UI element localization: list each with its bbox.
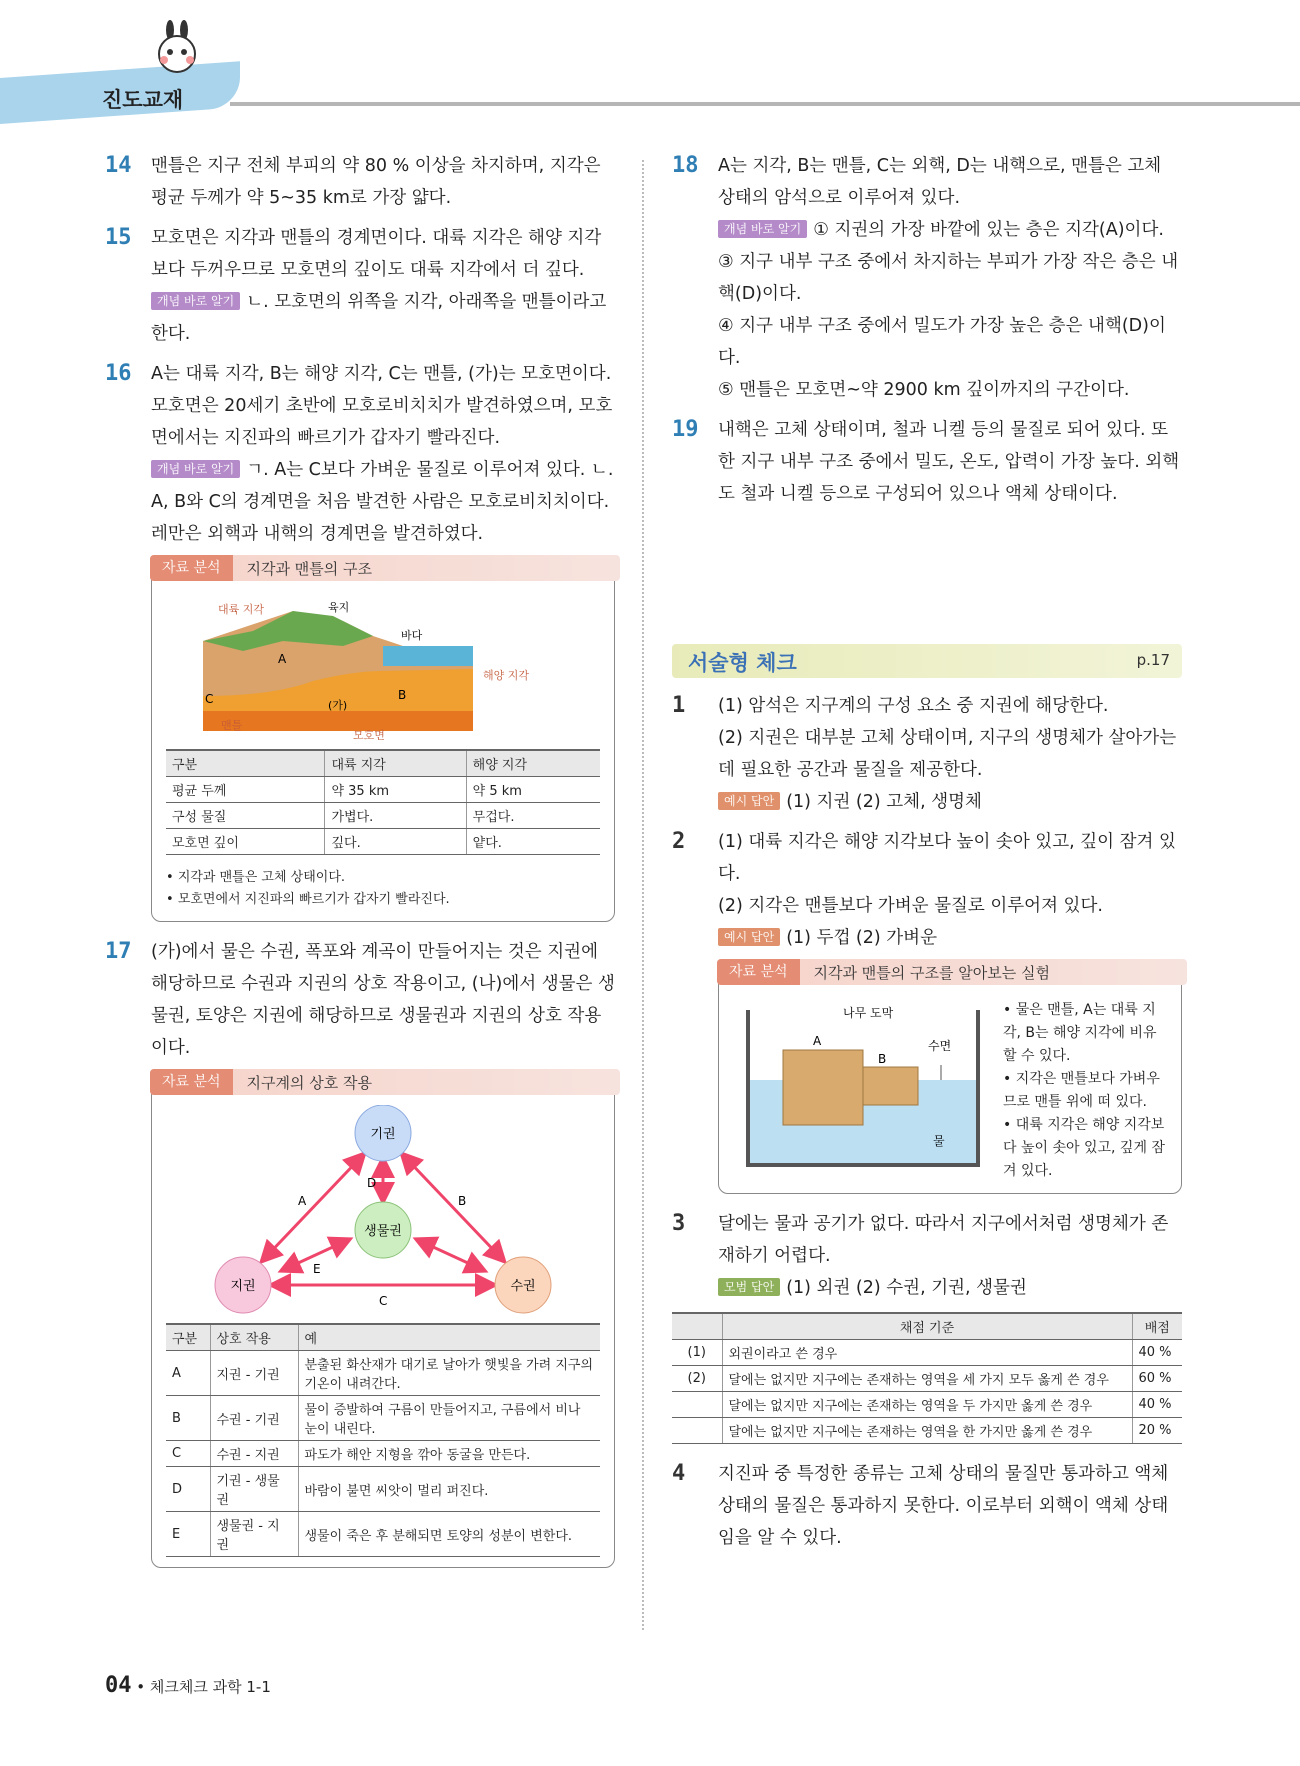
label-wood: 나무 도막 [843, 1006, 894, 1020]
concept-tag: 개념 바로 알기 [718, 220, 807, 238]
label-sea: 바다 [401, 629, 423, 642]
label-oceanic: 해양 지각 [483, 669, 530, 682]
table-header-row: 구분 상호 작용 예 [166, 1324, 600, 1351]
bullet-item: • 대륙 지각은 해양 지각보다 높이 솟아 있고, 깊게 잠겨 있다. [1003, 1114, 1167, 1183]
concept-tag: 개념 바로 알기 [151, 460, 240, 478]
book-title: 체크체크 과학 1-1 [149, 1678, 271, 1696]
arrow-label-e: E [313, 1262, 321, 1276]
answer-15: 15 모호면은 지각과 맨틀의 경계면이다. 대륙 지각은 해양 지각보다 두꺼우므로 모호면의 깊이도 대륙 지각에서 더 깊다. 개념 바로 알기 ㄴ. 모호면의 위쪽을 지각, 아래쪽을 맨틀이라고 한다. [105, 225, 607, 344]
sample-answer-tag: 예시 답안 [718, 792, 780, 810]
interaction-table [166, 1323, 600, 1557]
answer-text: 모호면은 지각과 맨틀의 경계면이다. 대륙 지각은 해양 지각보다 두꺼우므로 모호면의 깊이도 대륙 지각에서 더 깊다. [151, 228, 602, 280]
label-b: B [398, 688, 407, 702]
answer-text: (가)에서 물은 수권, 폭포와 계곡이 만들어지는 것은 지권에 해당하므로 수권과 지권의 상호 작용이고, (나)에서 생물은 생물권, 토양은 지권에 해당하므로 생물권과 지권의 상호 작용이다. [151, 942, 615, 1058]
label-surface: 수면 [928, 1039, 952, 1053]
label-mantle: 맨틀 [221, 719, 243, 732]
essay-2: 2 (1) 대륙 지각은 해양 지각보다 높이 솟아 있고, 깊이 잠겨 있다. (2) 지각은 맨틀보다 가벼운 물질로 이루어져 있다. 예시 답안 (1) 두껍 (2) 가벼운 [672, 829, 1176, 948]
answer-17: 17 (가)에서 물은 수권, 폭포와 계곡이 만들어지는 것은 지권에 해당하므로 수권과 지권의 상호 작용이고, (나)에서 생물은 생물권, 토양은 지권에 해당하므로 생물권과 지권의 상호 작용이다. [105, 939, 615, 1058]
arrow-label-d: D [367, 1176, 377, 1190]
bullet-item: • 지각은 맨틀보다 가벼우므로 맨틀 위에 떠 있다. [1003, 1068, 1167, 1114]
bullet-item: • 모호면에서 지진파의 빠르기가 갑자기 빨라진다. [166, 889, 600, 911]
section-page: p.17 [1136, 651, 1170, 669]
label-land: 육지 [328, 601, 350, 614]
table-row: (2) 달에는 없지만 지구에는 존재하는 영역을 세 가지 모두 옳게 쓴 경우 60 % [672, 1366, 1182, 1392]
answer-text: A는 지각, B는 맨틀, C는 외핵, D는 내핵으로, 맨틀은 고체 상태의 암석으로 이루어져 있다. [718, 156, 1162, 208]
model-answer: (1) 외권 (2) 수권, 기권, 생물권 [786, 1278, 1027, 1298]
section-title: 서술형 체크 [688, 651, 797, 675]
table-row: 평균 두께 약 35 km 약 5 km [166, 777, 600, 803]
concept-text: ㄴ. 모호면의 위쪽을 지각, 아래쪽을 맨틀이라고 한다. [151, 292, 607, 344]
concept-text: ㄱ. A는 C보다 가벼운 물질로 이루어져 있다. ㄴ. A, B와 C의 경계면을 처음 발견한 사람은 모호로비치치이다. 레만은 외핵과 내핵의 경계면을 발견하였다. [151, 460, 614, 544]
section-header-essay [672, 644, 1182, 678]
essay-4: 4 지진파 중 특정한 종류는 고체 상태의 물질만 통과하고 액체 상태의 물질은 통과하지 못한다. 이로부터 외핵이 액체 상태임을 알 수 있다. [672, 1461, 1169, 1548]
label-a: A [278, 652, 287, 666]
model-answer-tag: 모범 답안 [718, 1278, 780, 1296]
analysis-box-crust-mantle [151, 559, 615, 922]
table-row: C 수권 - 지권 파도가 해안 지형을 깎아 동굴을 만든다. [166, 1441, 600, 1467]
answer-text: A는 대륙 지각, B는 해양 지각, C는 맨틀, (가)는 모호면이다. 모호면은 20세기 초반에 모호로비치치가 발견하였으며, 모호면에서는 지진파의 빠르기가 갑자기 빨라진다. [151, 364, 613, 448]
arrow-label-c: C [379, 1294, 388, 1308]
table-row: D 기권 - 생물권 바람이 불면 씨앗이 멀리 퍼진다. [166, 1467, 600, 1512]
table-header-row: 구분 대륙 지각 해양 지각 [166, 750, 600, 777]
node-geo: 지권 [230, 1279, 256, 1294]
node-bio: 생물권 [364, 1224, 402, 1239]
crust-mantle-diagram [166, 591, 600, 741]
concept-tag: 개념 바로 알기 [151, 292, 240, 310]
analysis-box-header: 자료 분석 지각과 맨틀의 구조 [150, 555, 620, 581]
experiment-bullets [1003, 999, 1167, 1183]
concept-line: ③ 지구 내부 구조 중에서 차지하는 부피가 가장 작은 층은 내핵(D)이다. [718, 252, 1179, 304]
label-water: 물 [933, 1134, 945, 1148]
table-row: A 지권 - 기권 분출된 화산재가 대기로 날아가 햇빛을 가려 지구의 기온이 내려간다. [166, 1351, 600, 1396]
earth-system-diagram [166, 1105, 600, 1315]
concept-line: ④ 지구 내부 구조 중에서 밀도가 가장 높은 층은 내핵(D)이다. [718, 316, 1166, 368]
rabbit-mascot-icon [150, 20, 206, 76]
table-header-row: 채점 기준 배점 [672, 1313, 1182, 1340]
page-footer [105, 1673, 271, 1698]
table-row: 달에는 없지만 지구에는 존재하는 영역을 한 가지만 옳게 쓴 경우 20 % [672, 1418, 1182, 1444]
answer-14: 14 맨틀은 지구 전체 부피의 약 80 % 이상을 차지하며, 지각은 평균 두께가 약 5~35 km로 가장 얇다. [105, 153, 601, 208]
node-air: 기권 [370, 1127, 396, 1142]
analysis-box-header: 자료 분석 지구계의 상호 작용 [150, 1069, 620, 1095]
bullet-item: • 지각과 맨틀은 고체 상태이다. [166, 867, 600, 889]
bullet-item: • 물은 맨틀, A는 대륙 지각, B는 해양 지각에 비유할 수 있다. [1003, 999, 1167, 1068]
footer-dot: • [136, 1678, 150, 1696]
header-rule [230, 102, 1300, 106]
answer-text: 맨틀은 지구 전체 부피의 약 80 % 이상을 차지하며, 지각은 평균 두께가 약 5~35 km로 가장 얇다. [151, 156, 601, 208]
label-c: C [205, 692, 214, 706]
table-row: 모호면 깊이 깊다. 얕다. [166, 829, 600, 855]
left-column [105, 150, 615, 1582]
label-a: A [813, 1034, 822, 1048]
analysis-box-header: 자료 분석 지각과 맨틀의 구조를 알아보는 실험 [717, 959, 1187, 985]
answer-text: 내핵은 고체 상태이며, 철과 니켈 등의 물질로 되어 있다. 또한 지구 내부 구조 중에서 밀도, 온도, 압력이 가장 높다. 외핵도 철과 니켈 등으로 구성되어 있으나 액체 상태이다. [718, 420, 1180, 504]
analysis-box-earth-system [151, 1073, 615, 1568]
label-ga: (가) [328, 699, 348, 712]
table-row: 구성 물질 가볍다. 무겁다. [166, 803, 600, 829]
table-row: E 생물권 - 지권 생물이 죽은 후 분해되면 토양의 성분이 변한다. [166, 1512, 600, 1557]
table-row: B 수권 - 기권 물이 증발하여 구름이 만들어지고, 구름에서 비나 눈이 내린다. [166, 1396, 600, 1441]
sample-answer-tag: 예시 답안 [718, 928, 780, 946]
sample-answer: (1) 두껍 (2) 가벼운 [786, 928, 937, 948]
crust-table [166, 749, 600, 855]
page-number: 04 [105, 1673, 132, 1698]
label-b: B [878, 1052, 887, 1066]
float-experiment-diagram [733, 995, 993, 1175]
header-badge: 진도교재 [102, 88, 184, 112]
concept-line: ⑤ 맨틀은 모호면~약 2900 km 깊이까지의 구간이다. [718, 380, 1130, 400]
essay-3: 3 달에는 물과 공기가 없다. 따라서 지구에서처럼 생명체가 존재하기 어렵다. 모범 답안 (1) 외권 (2) 수권, 기권, 생물권 [672, 1211, 1169, 1298]
answer-16: 16 A는 대륙 지각, B는 해양 지각, C는 맨틀, (가)는 모호면이다. 모호면은 20세기 초반에 모호로비치치가 발견하였으며, 모호면에서는 지진파의 빠르기가 갑자기 빨라진다. 개념 바로 알기 ㄱ. A는 C보다 가벼운 물질로 이루어져 있다. ㄴ. A, B와 C의 경계면을 처음 발견한 사람은 모호로비치치이다. 레만은 외핵과 내핵의 경계면을 발견하였다. [105, 361, 614, 544]
table-row: (1) 외권이라고 쓴 경우 40 % [672, 1340, 1182, 1366]
right-column [672, 150, 1182, 518]
sample-answer: (1) 지권 (2) 고체, 생명체 [786, 792, 982, 812]
answer-19: 19 내핵은 고체 상태이며, 철과 니켈 등의 물질로 되어 있다. 또한 지구 내부 구조 중에서 밀도, 온도, 압력이 가장 높다. 외핵도 철과 니켈 등으로 구성되어 있으나 액체 상태이다. [672, 417, 1180, 504]
label-moho: 모호면 [353, 729, 385, 741]
right-column-essay [672, 690, 1182, 1562]
analysis-box-experiment [718, 963, 1182, 1194]
essay-1: 1 (1) 암석은 지구계의 구성 요소 중 지권에 해당한다. (2) 지권은 대부분 고체 상태이며, 지구의 생명체가 살아가는 데 필요한 공간과 물질을 제공한다. 예시 답안 (1) 지권 (2) 고체, 생명체 [672, 693, 1177, 812]
label-continental: 대륙 지각 [218, 603, 265, 616]
arrow-label-b: B [458, 1194, 467, 1208]
column-divider [642, 160, 644, 1630]
grading-table [672, 1312, 1182, 1444]
concept-line: ① 지권의 가장 바깥에 있는 층은 지각(A)이다. [813, 220, 1164, 240]
arrow-label-a: A [298, 1194, 307, 1208]
box-bullets [166, 867, 600, 911]
table-row: 달에는 없지만 지구에는 존재하는 영역을 두 가지만 옳게 쓴 경우 40 % [672, 1392, 1182, 1418]
answer-18: 18 A는 지각, B는 맨틀, C는 외핵, D는 내핵으로, 맨틀은 고체 상태의 암석으로 이루어져 있다. 개념 바로 알기 ① 지권의 가장 바깥에 있는 층은 지각(A)이다. ③ 지구 내부 구조 중에서 차지하는 부피가 가장 작은 층은 내핵(D)이다. ④ 지구 내부 구조 중에서 밀도가 가장 높은 층은 내핵(D)이다. ⑤ 맨틀은 모호면~약 2900 km 깊이까지의 구간이다. [672, 153, 1179, 400]
node-hydro: 수권 [510, 1279, 536, 1294]
